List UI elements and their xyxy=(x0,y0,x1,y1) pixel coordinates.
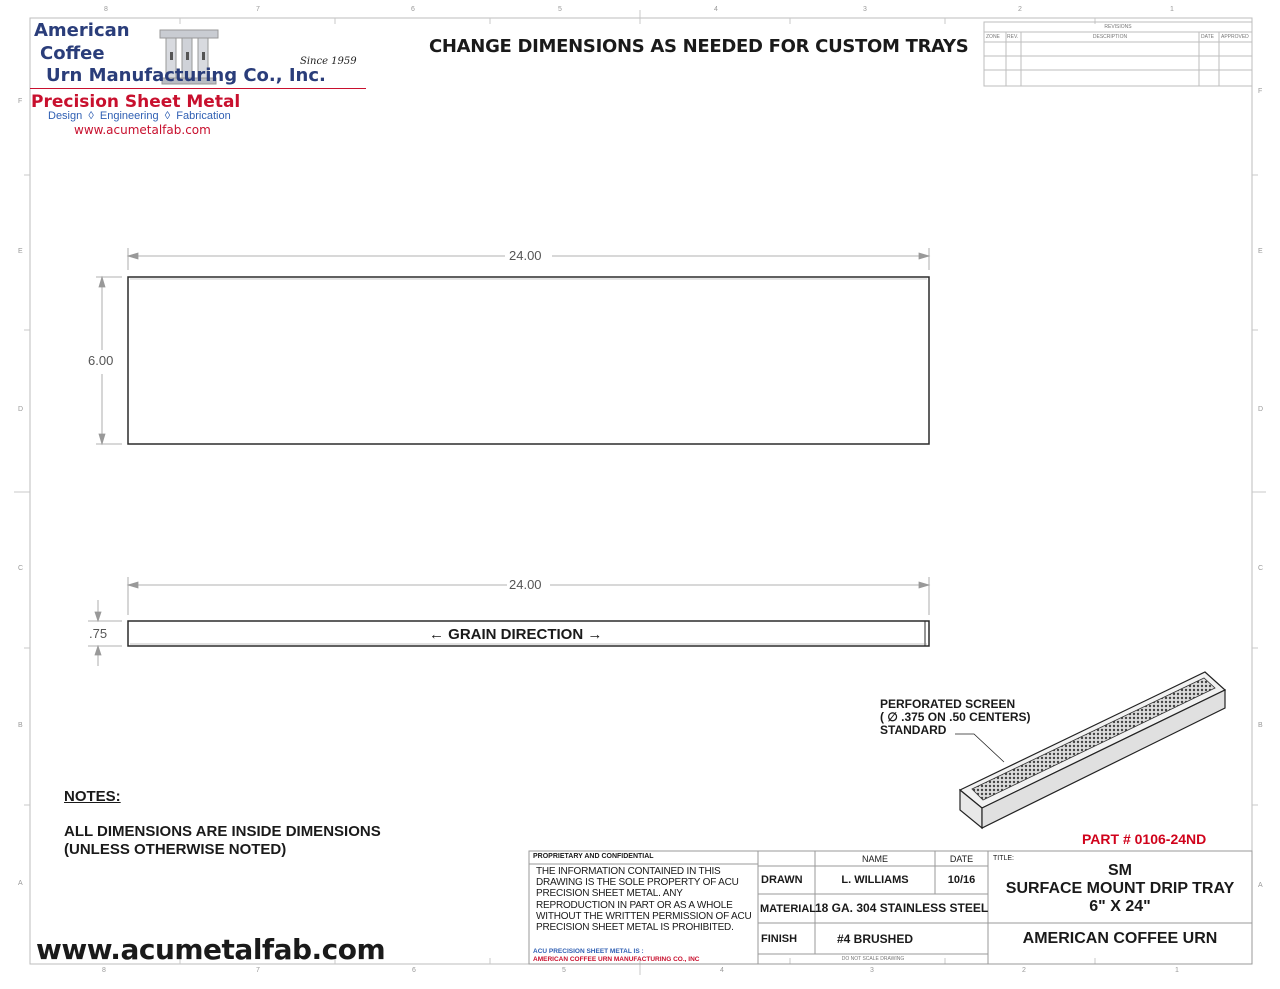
rev-col-approved: APPROVED xyxy=(1221,34,1249,40)
part-number: PART # 0106-24ND xyxy=(1082,831,1207,847)
perforation-callout xyxy=(880,698,1031,737)
perforation-line2: ( ∅ .375 ON .50 CENTERS) xyxy=(880,710,1031,724)
logo-subtag: Design ◊ Engineering ◊ Fabrication xyxy=(48,110,231,122)
zone-top-8: 8 xyxy=(104,6,108,13)
zone-bottom-2: 2 xyxy=(1022,967,1026,974)
tray-isometric xyxy=(960,672,1225,828)
title-line3: 6" X 24" xyxy=(1089,898,1151,915)
material-value: 18 GA. 304 STAINLESS STEEL xyxy=(815,901,989,915)
zone-right-a: A xyxy=(1258,882,1263,889)
notes-line1: ALL DIMENSIONS ARE INSIDE DIMENSIONS xyxy=(64,823,381,840)
title-line2: SURFACE MOUNT DRIP TRAY xyxy=(1005,880,1235,897)
zone-bottom-7: 7 xyxy=(256,967,260,974)
perforation-line1: PERFORATED SCREEN xyxy=(880,697,1016,711)
zone-left-c: C xyxy=(18,565,24,572)
zone-top-5: 5 xyxy=(558,6,562,13)
drawn-date: 10/16 xyxy=(947,874,976,886)
zone-right-f: F xyxy=(1258,88,1263,95)
zone-top-7: 7 xyxy=(256,6,260,13)
title-line1: SM xyxy=(1108,862,1132,879)
finish-value: #4 BRUSHED xyxy=(836,932,914,946)
zone-right-b: B xyxy=(1258,722,1263,729)
drawn-label: DRAWN xyxy=(761,874,803,886)
top-view-width-dim: 24.00 xyxy=(509,248,542,263)
zone-top-6: 6 xyxy=(411,6,415,13)
acu-line2: AMERICAN COFFEE URN MANUFACTURING CO., INC xyxy=(533,956,700,963)
notes-heading: NOTES: xyxy=(64,788,121,805)
acu-line1: ACU PRECISION SHEET METAL IS : xyxy=(533,948,644,955)
side-view-width-dim: 24.00 xyxy=(509,577,542,592)
grain-direction-label: ← GRAIN DIRECTION → xyxy=(429,626,603,643)
logo-line-urn: Urn Manufacturing Co., Inc. xyxy=(46,65,326,86)
zone-left-a: A xyxy=(18,880,23,887)
zone-left-e: E xyxy=(18,248,23,255)
rev-col-zone: ZONE xyxy=(986,34,1000,40)
logo-line-coffee: Coffee xyxy=(40,43,105,64)
zone-bottom-3: 3 xyxy=(870,967,874,974)
finish-label: FINISH xyxy=(761,933,798,945)
zone-bottom-1: 1 xyxy=(1175,967,1179,974)
drawn-name: L. WILLIAMS xyxy=(841,874,909,886)
rev-col-description: DESCRIPTION xyxy=(1092,34,1128,40)
zone-left-b: B xyxy=(18,722,23,729)
name-header: NAME xyxy=(861,854,888,864)
zone-bottom-8: 8 xyxy=(102,967,106,974)
perforation-line3: STANDARD xyxy=(880,723,947,737)
zone-right-d: D xyxy=(1258,406,1264,413)
zone-top-1: 1 xyxy=(1170,6,1174,13)
zone-top-2: 2 xyxy=(1018,6,1022,13)
rev-col-rev: REV. xyxy=(1007,34,1019,40)
proprietary-heading: PROPRIETARY AND CONFIDENTIAL xyxy=(533,853,654,860)
date-header: DATE xyxy=(949,854,974,864)
zone-left-f: F xyxy=(18,98,23,105)
zone-bottom-5: 5 xyxy=(562,967,566,974)
proprietary-body: THE INFORMATION CONTAINED IN THIS DRAWING IS THE SOLE PROPERTY OF ACU PRECISION SHEET METAL. ANY REPRODUCTION IN PART OR AS A WHOLE WITHOUT THE WRITTEN PERMISSION OF ACU PRECISION SHEET METAL IS PROHIBITED. xyxy=(536,866,752,934)
title-label: TITLE: xyxy=(993,855,1015,862)
company-name: AMERICAN COFFEE URN xyxy=(1022,930,1218,947)
no-scale-note: DO NOT SCALE DRAWING xyxy=(841,956,905,962)
zone-right-c: C xyxy=(1258,565,1264,572)
zone-left-d: D xyxy=(18,406,24,413)
logo-url: www.acumetalfab.com xyxy=(74,123,211,137)
notes-body xyxy=(64,823,381,859)
top-view-height-dim: 6.00 xyxy=(88,353,114,368)
zone-bottom-6: 6 xyxy=(412,967,416,974)
side-view-height-dim: .75 xyxy=(89,626,108,641)
logo-tagline: Precision Sheet Metal xyxy=(31,92,241,112)
logo-since: Since 1959 xyxy=(300,56,357,67)
logo-rule xyxy=(30,88,366,89)
notes-line2: (UNLESS OTHERWISE NOTED) xyxy=(64,841,287,858)
zone-right-e: E xyxy=(1258,248,1263,255)
drawing-title xyxy=(988,862,1252,916)
revisions-title: REVISIONS xyxy=(1104,24,1132,30)
material-label: MATERIAL xyxy=(760,903,817,915)
rev-col-date: DATE xyxy=(1201,34,1214,40)
footer-url: www.acumetalfab.com xyxy=(36,933,386,966)
zone-top-4: 4 xyxy=(714,6,718,13)
zone-top-3: 3 xyxy=(863,6,867,13)
sheet-title: CHANGE DIMENSIONS AS NEEDED FOR CUSTOM TRAYS xyxy=(429,36,969,57)
zone-bottom-4: 4 xyxy=(720,967,724,974)
logo-line-american: American xyxy=(34,20,130,41)
